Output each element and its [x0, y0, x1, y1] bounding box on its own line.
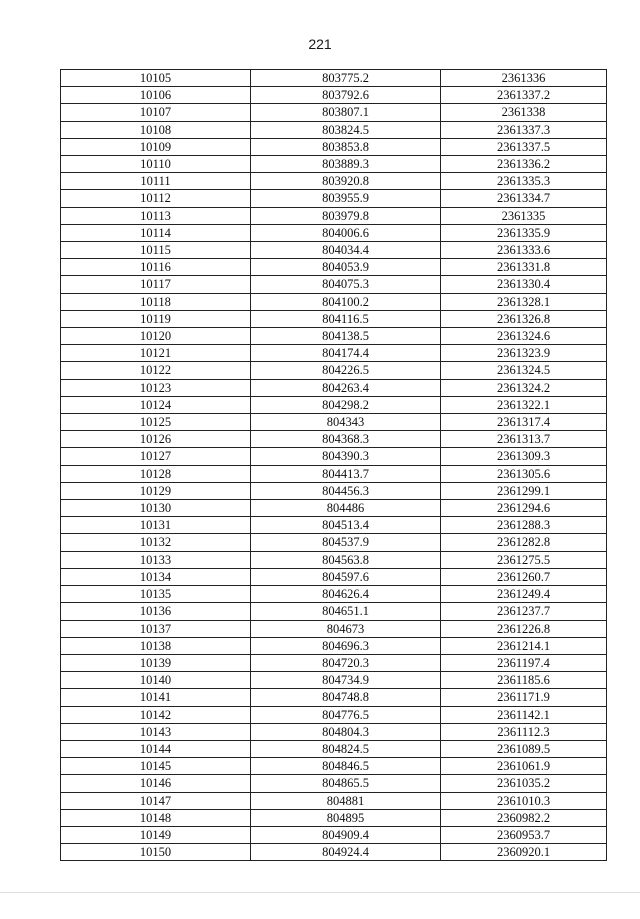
y-coordinate-cell: 2361337.3 — [441, 121, 607, 138]
point-id-cell: 10114 — [61, 224, 251, 241]
y-coordinate-cell: 2361282.8 — [441, 534, 607, 551]
point-id-cell: 10150 — [61, 844, 251, 861]
y-coordinate-cell: 2361214.1 — [441, 637, 607, 654]
table-row — [61, 138, 607, 155]
table-row — [61, 620, 607, 637]
table-row — [61, 362, 607, 379]
x-coordinate-cell: 804390.3 — [251, 448, 441, 465]
table-row — [61, 414, 607, 431]
x-coordinate-cell: 804865.5 — [251, 775, 441, 792]
x-coordinate-cell: 804263.4 — [251, 379, 441, 396]
point-id-cell: 10135 — [61, 586, 251, 603]
table-row — [61, 276, 607, 293]
table-row — [61, 190, 607, 207]
point-id-cell: 10106 — [61, 87, 251, 104]
table-row — [61, 121, 607, 138]
x-coordinate-cell: 804597.6 — [251, 568, 441, 585]
x-coordinate-cell: 804924.4 — [251, 844, 441, 861]
x-coordinate-cell: 804895 — [251, 809, 441, 826]
y-coordinate-cell: 2361333.6 — [441, 242, 607, 259]
coordinates-table-body — [61, 70, 607, 861]
y-coordinate-cell: 2361337.2 — [441, 87, 607, 104]
table-row — [61, 723, 607, 740]
table-row — [61, 104, 607, 121]
table-row — [61, 672, 607, 689]
y-coordinate-cell: 2361328.1 — [441, 293, 607, 310]
x-coordinate-cell: 804226.5 — [251, 362, 441, 379]
x-coordinate-cell: 803775.2 — [251, 70, 441, 87]
point-id-cell: 10108 — [61, 121, 251, 138]
y-coordinate-cell: 2361061.9 — [441, 758, 607, 775]
table-row — [61, 568, 607, 585]
point-id-cell: 10137 — [61, 620, 251, 637]
x-coordinate-cell: 804413.7 — [251, 465, 441, 482]
x-coordinate-cell: 804804.3 — [251, 723, 441, 740]
table-row — [61, 758, 607, 775]
y-coordinate-cell: 2361313.7 — [441, 431, 607, 448]
point-id-cell: 10112 — [61, 190, 251, 207]
x-coordinate-cell: 804456.3 — [251, 482, 441, 499]
y-coordinate-cell: 2361335.9 — [441, 224, 607, 241]
x-coordinate-cell: 803824.5 — [251, 121, 441, 138]
point-id-cell: 10145 — [61, 758, 251, 775]
table-row — [61, 345, 607, 362]
table-row — [61, 448, 607, 465]
table-row — [61, 586, 607, 603]
table-row — [61, 740, 607, 757]
y-coordinate-cell: 2361322.1 — [441, 396, 607, 413]
table-row — [61, 224, 607, 241]
point-id-cell: 10129 — [61, 482, 251, 499]
table-row — [61, 328, 607, 345]
x-coordinate-cell: 803955.9 — [251, 190, 441, 207]
point-id-cell: 10138 — [61, 637, 251, 654]
y-coordinate-cell: 2361185.6 — [441, 672, 607, 689]
point-id-cell: 10131 — [61, 517, 251, 534]
point-id-cell: 10130 — [61, 500, 251, 517]
x-coordinate-cell: 803979.8 — [251, 207, 441, 224]
x-coordinate-cell: 804673 — [251, 620, 441, 637]
point-id-cell: 10141 — [61, 689, 251, 706]
point-id-cell: 10139 — [61, 654, 251, 671]
y-coordinate-cell: 2361305.6 — [441, 465, 607, 482]
y-coordinate-cell: 2361010.3 — [441, 792, 607, 809]
x-coordinate-cell: 804138.5 — [251, 328, 441, 345]
x-coordinate-cell: 804824.5 — [251, 740, 441, 757]
y-coordinate-cell: 2361142.1 — [441, 706, 607, 723]
table-row — [61, 242, 607, 259]
y-coordinate-cell: 2361336 — [441, 70, 607, 87]
table-row — [61, 826, 607, 843]
x-coordinate-cell: 803792.6 — [251, 87, 441, 104]
point-id-cell: 10133 — [61, 551, 251, 568]
point-id-cell: 10123 — [61, 379, 251, 396]
y-coordinate-cell: 2361112.3 — [441, 723, 607, 740]
table-row — [61, 689, 607, 706]
y-coordinate-cell: 2361275.5 — [441, 551, 607, 568]
y-coordinate-cell: 2361323.9 — [441, 345, 607, 362]
x-coordinate-cell: 804053.9 — [251, 259, 441, 276]
point-id-cell: 10118 — [61, 293, 251, 310]
x-coordinate-cell: 804513.4 — [251, 517, 441, 534]
x-coordinate-cell: 804486 — [251, 500, 441, 517]
point-id-cell: 10132 — [61, 534, 251, 551]
point-id-cell: 10136 — [61, 603, 251, 620]
point-id-cell: 10115 — [61, 242, 251, 259]
table-row — [61, 534, 607, 551]
point-id-cell: 10111 — [61, 173, 251, 190]
y-coordinate-cell: 2361338 — [441, 104, 607, 121]
x-coordinate-cell: 804720.3 — [251, 654, 441, 671]
point-id-cell: 10124 — [61, 396, 251, 413]
y-coordinate-cell: 2361288.3 — [441, 517, 607, 534]
table-row — [61, 551, 607, 568]
y-coordinate-cell: 2361336.2 — [441, 156, 607, 173]
x-coordinate-cell: 804034.4 — [251, 242, 441, 259]
y-coordinate-cell: 2361317.4 — [441, 414, 607, 431]
point-id-cell: 10110 — [61, 156, 251, 173]
x-coordinate-cell: 804075.3 — [251, 276, 441, 293]
point-id-cell: 10143 — [61, 723, 251, 740]
point-id-cell: 10117 — [61, 276, 251, 293]
y-coordinate-cell: 2361335.3 — [441, 173, 607, 190]
x-coordinate-cell: 804846.5 — [251, 758, 441, 775]
point-id-cell: 10142 — [61, 706, 251, 723]
table-row — [61, 379, 607, 396]
x-coordinate-cell: 804343 — [251, 414, 441, 431]
table-row — [61, 637, 607, 654]
point-id-cell: 10147 — [61, 792, 251, 809]
x-coordinate-cell: 804734.9 — [251, 672, 441, 689]
y-coordinate-cell: 2361324.6 — [441, 328, 607, 345]
x-coordinate-cell: 803920.8 — [251, 173, 441, 190]
x-coordinate-cell: 804116.5 — [251, 310, 441, 327]
point-id-cell: 10140 — [61, 672, 251, 689]
y-coordinate-cell: 2361226.8 — [441, 620, 607, 637]
point-id-cell: 10122 — [61, 362, 251, 379]
x-coordinate-cell: 804563.8 — [251, 551, 441, 568]
x-coordinate-cell: 804298.2 — [251, 396, 441, 413]
y-coordinate-cell: 2361171.9 — [441, 689, 607, 706]
table-row — [61, 482, 607, 499]
y-coordinate-cell: 2361035.2 — [441, 775, 607, 792]
table-row — [61, 500, 607, 517]
x-coordinate-cell: 804626.4 — [251, 586, 441, 603]
point-id-cell: 10109 — [61, 138, 251, 155]
y-coordinate-cell: 2360953.7 — [441, 826, 607, 843]
y-coordinate-cell: 2361337.5 — [441, 138, 607, 155]
point-id-cell: 10121 — [61, 345, 251, 362]
table-row — [61, 465, 607, 482]
table-row — [61, 293, 607, 310]
y-coordinate-cell: 2360920.1 — [441, 844, 607, 861]
x-coordinate-cell: 803853.8 — [251, 138, 441, 155]
y-coordinate-cell: 2361330.4 — [441, 276, 607, 293]
y-coordinate-cell: 2361249.4 — [441, 586, 607, 603]
point-id-cell: 10149 — [61, 826, 251, 843]
table-row — [61, 259, 607, 276]
x-coordinate-cell: 803889.3 — [251, 156, 441, 173]
point-id-cell: 10128 — [61, 465, 251, 482]
x-coordinate-cell: 804748.8 — [251, 689, 441, 706]
x-coordinate-cell: 804174.4 — [251, 345, 441, 362]
x-coordinate-cell: 803807.1 — [251, 104, 441, 121]
point-id-cell: 10134 — [61, 568, 251, 585]
x-coordinate-cell: 804537.9 — [251, 534, 441, 551]
y-coordinate-cell: 2361326.8 — [441, 310, 607, 327]
y-coordinate-cell: 2361299.1 — [441, 482, 607, 499]
table-row — [61, 70, 607, 87]
point-id-cell: 10105 — [61, 70, 251, 87]
x-coordinate-cell: 804776.5 — [251, 706, 441, 723]
point-id-cell: 10148 — [61, 809, 251, 826]
table-row — [61, 517, 607, 534]
y-coordinate-cell: 2361324.2 — [441, 379, 607, 396]
y-coordinate-cell: 2361309.3 — [441, 448, 607, 465]
y-coordinate-cell: 2361324.5 — [441, 362, 607, 379]
point-id-cell: 10144 — [61, 740, 251, 757]
table-row — [61, 654, 607, 671]
table-row — [61, 173, 607, 190]
y-coordinate-cell: 2361335 — [441, 207, 607, 224]
x-coordinate-cell: 804368.3 — [251, 431, 441, 448]
table-row — [61, 603, 607, 620]
x-coordinate-cell: 804100.2 — [251, 293, 441, 310]
y-coordinate-cell: 2361294.6 — [441, 500, 607, 517]
table-row — [61, 156, 607, 173]
point-id-cell: 10120 — [61, 328, 251, 345]
point-id-cell: 10125 — [61, 414, 251, 431]
table-row — [61, 809, 607, 826]
y-coordinate-cell: 2361237.7 — [441, 603, 607, 620]
coordinates-table — [60, 69, 607, 861]
y-coordinate-cell: 2361331.8 — [441, 259, 607, 276]
x-coordinate-cell: 804651.1 — [251, 603, 441, 620]
point-id-cell: 10127 — [61, 448, 251, 465]
y-coordinate-cell: 2360982.2 — [441, 809, 607, 826]
x-coordinate-cell: 804909.4 — [251, 826, 441, 843]
point-id-cell: 10107 — [61, 104, 251, 121]
table-row — [61, 310, 607, 327]
table-row — [61, 87, 607, 104]
table-row — [61, 792, 607, 809]
point-id-cell: 10113 — [61, 207, 251, 224]
x-coordinate-cell: 804696.3 — [251, 637, 441, 654]
table-row — [61, 207, 607, 224]
table-row — [61, 706, 607, 723]
point-id-cell: 10119 — [61, 310, 251, 327]
point-id-cell: 10146 — [61, 775, 251, 792]
y-coordinate-cell: 2361260.7 — [441, 568, 607, 585]
point-id-cell: 10126 — [61, 431, 251, 448]
y-coordinate-cell: 2361334.7 — [441, 190, 607, 207]
scan-edge-line — [0, 892, 640, 893]
table-row — [61, 844, 607, 861]
table-row — [61, 396, 607, 413]
x-coordinate-cell: 804006.6 — [251, 224, 441, 241]
table-row — [61, 431, 607, 448]
page-number: 221 — [308, 36, 332, 52]
y-coordinate-cell: 2361197.4 — [441, 654, 607, 671]
point-id-cell: 10116 — [61, 259, 251, 276]
table-row — [61, 775, 607, 792]
y-coordinate-cell: 2361089.5 — [441, 740, 607, 757]
x-coordinate-cell: 804881 — [251, 792, 441, 809]
